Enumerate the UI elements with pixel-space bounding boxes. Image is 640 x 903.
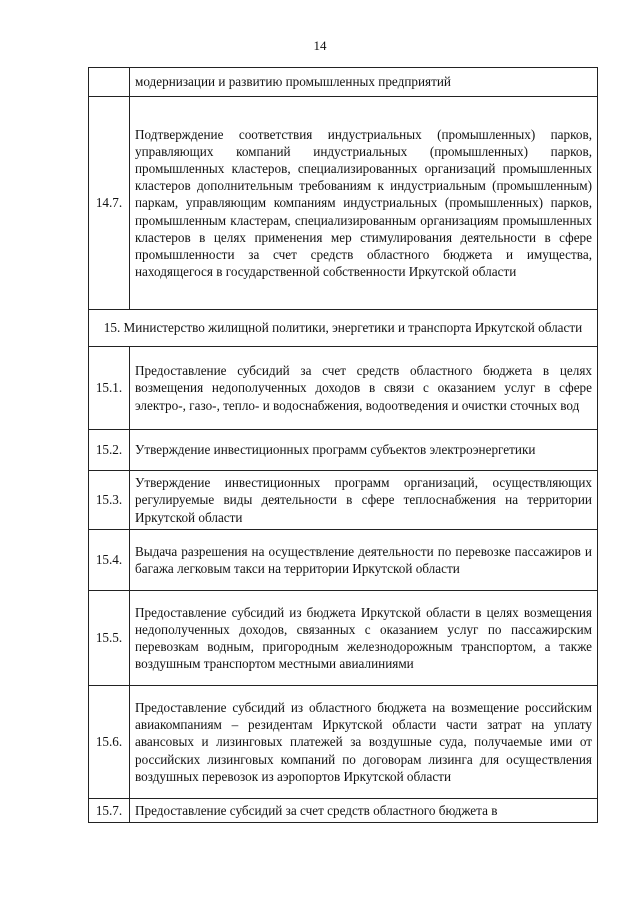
table-row: [89, 347, 598, 430]
row-number: 15.2.: [89, 430, 130, 471]
table-row: [89, 68, 598, 97]
section-header-row: [89, 310, 598, 347]
table-row: [89, 430, 598, 471]
table-row: [89, 686, 598, 799]
row-number: 15.5.: [89, 591, 130, 686]
row-text: Подтверждение соответствия индустриальных (промышленных) парков, управляющих компаний индустриальных (промышленных) парков, промышленных кластеров, специализированных организаций промышленных кластеров дополнительным требованиям к индустриальным (промышленным) паркам, управляющим компаниям индустриальных (промышленных) парков, промышленным кластерам, специализированным организациям промышленных кластеров в целях применения мер стимулирования деятельности в сфере промышленности за счет средств областного бюджета и имущества, находящегося в государственной собственности Иркутской области: [130, 97, 598, 310]
row-number: 15.6.: [89, 686, 130, 799]
row-text: модернизации и развитию промышленных предприятий: [130, 68, 598, 97]
row-text: Предоставление субсидий из бюджета Иркутской области в целях возмещения недополученных доходов, связанных с оказанием услуг по пассажирским перевозкам водным, пригородным железнодорожным транспортом, а также воздушным транспортом местными авиалиниями: [130, 591, 598, 686]
row-text: Выдача разрешения на осуществление деятельности по перевозке пассажиров и багажа легковым такси на территории Иркутской области: [130, 530, 598, 591]
table-row: [89, 471, 598, 530]
row-number: 15.3.: [89, 471, 130, 530]
table-row: [89, 97, 598, 310]
page-number: 14: [313, 38, 327, 53]
row-text: Предоставление субсидий из областного бюджета на возмещение российским авиакомпаниям – резидентам Иркутской области части затрат на уплату авансовых и лизинговых платежей за воздушные суда, получаемые ими от российских лизинговых компаний по договорам лизинга для осуществления воздушных перевозок из аэропортов Иркутской области: [130, 686, 598, 799]
table-row: [89, 530, 598, 591]
table-row: [89, 591, 598, 686]
row-text: Утверждение инвестиционных программ субъектов электроэнергетики: [130, 430, 598, 471]
row-number: 15.1.: [89, 347, 130, 430]
row-text: Предоставление субсидий за счет средств областного бюджета в: [130, 799, 598, 823]
services-table: [88, 67, 598, 823]
row-text: Предоставление субсидий за счет средств областного бюджета в целях возмещения недополученных доходов в связи с оказанием услуг в сфере электро-, газо-, тепло- и водоснабжения, водоотведения и очистки сточных вод: [130, 347, 598, 430]
row-number: 14.7.: [89, 97, 130, 310]
row-number: 15.4.: [89, 530, 130, 591]
row-number: [89, 68, 130, 97]
section-title: 15. Министерство жилищной политики, энергетики и транспорта Иркутской области: [89, 310, 598, 347]
row-number: 15.7.: [89, 799, 130, 823]
row-text: Утверждение инвестиционных программ организаций, осуществляющих регулируемые виды деятельности в сфере теплоснабжения на территории Иркутской области: [130, 471, 598, 530]
table-row: [89, 799, 598, 823]
